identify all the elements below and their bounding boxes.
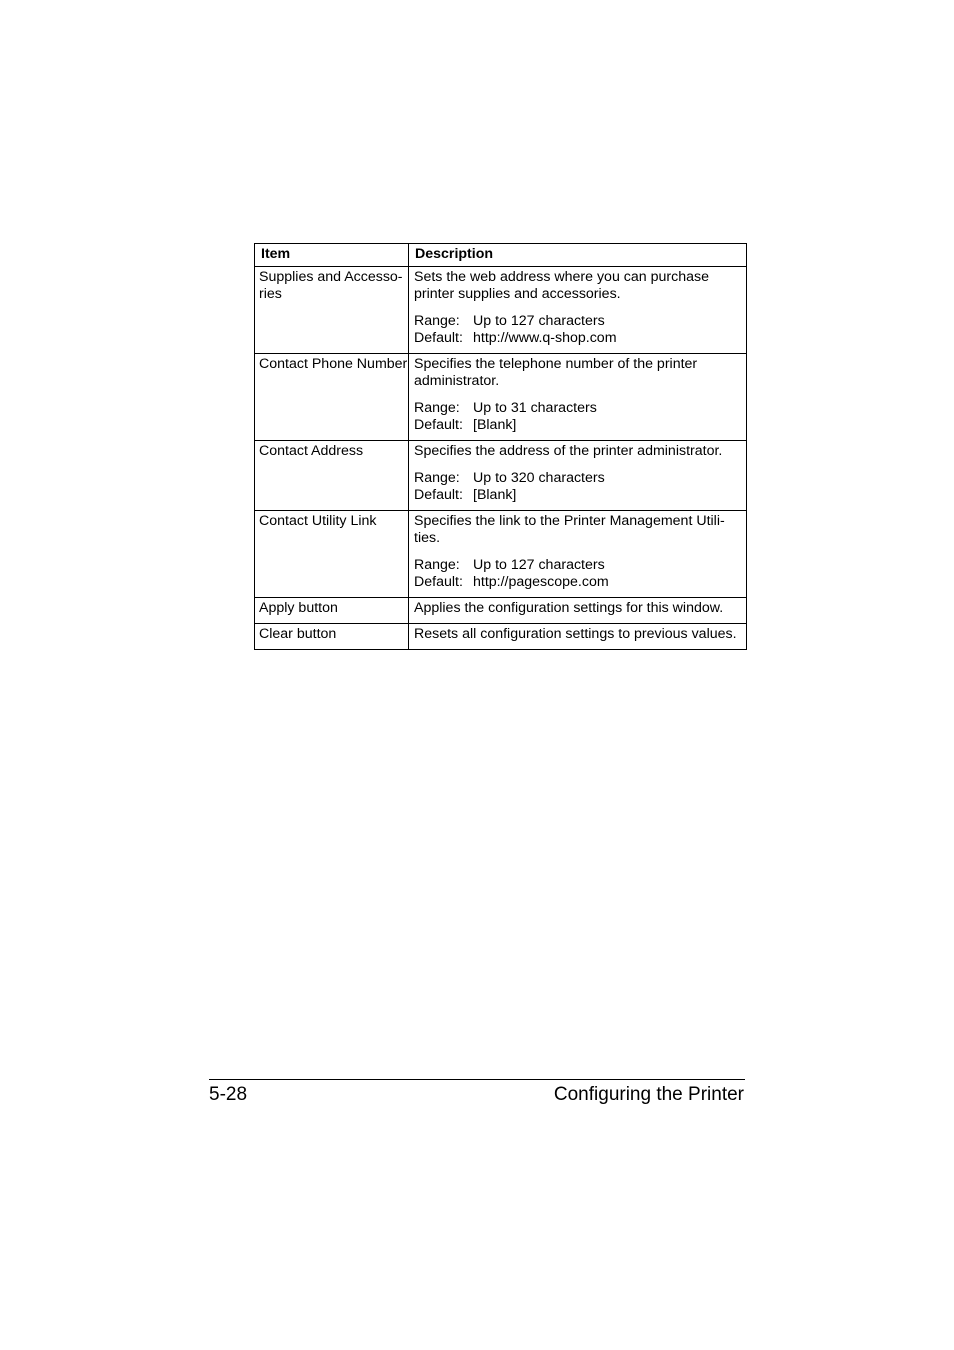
default-value: http://www.q-shop.com bbox=[473, 330, 617, 346]
description-cell bbox=[409, 598, 747, 624]
default-value: [Blank] bbox=[473, 417, 517, 433]
range-default-block bbox=[414, 557, 742, 591]
description-text: Specifies the address of the printer administrator. bbox=[414, 443, 723, 459]
range-value: Up to 127 characters bbox=[473, 557, 605, 573]
description-cell bbox=[409, 511, 747, 598]
description-cell bbox=[409, 624, 747, 650]
item-cell bbox=[255, 267, 409, 354]
default-line bbox=[414, 487, 742, 504]
range-value: Up to 127 characters bbox=[473, 313, 605, 329]
default-label: Default: bbox=[414, 330, 463, 346]
range-default-block bbox=[414, 470, 742, 504]
column-header-item: Item bbox=[255, 244, 409, 267]
description-cell bbox=[409, 354, 747, 441]
range-default-block bbox=[414, 313, 742, 347]
range-value: Up to 31 characters bbox=[473, 400, 597, 416]
description-cell bbox=[409, 441, 747, 511]
description-text: Applies the configuration settings for this window. bbox=[414, 600, 724, 616]
item-label: Contact Phone Number bbox=[259, 356, 408, 372]
settings-table bbox=[254, 243, 747, 650]
item-cell bbox=[255, 598, 409, 624]
range-label: Range: bbox=[414, 557, 460, 573]
table-row bbox=[255, 624, 747, 650]
item-cell bbox=[255, 511, 409, 598]
range-default-block bbox=[414, 400, 742, 434]
description-text: Specifies the telephone number of the printer administrator. bbox=[414, 356, 698, 389]
table-header-row bbox=[255, 244, 747, 267]
description-text: Resets all configuration settings to previous values. bbox=[414, 626, 737, 642]
default-label: Default: bbox=[414, 417, 463, 433]
description-text: Specifies the link to the Printer Management Utili-ties. bbox=[414, 513, 725, 546]
range-value: Up to 320 characters bbox=[473, 470, 605, 486]
default-line bbox=[414, 417, 742, 434]
default-label: Default: bbox=[414, 574, 463, 590]
description-cell bbox=[409, 267, 747, 354]
item-cell bbox=[255, 441, 409, 511]
default-label: Default: bbox=[414, 487, 463, 503]
default-line bbox=[414, 574, 742, 591]
range-label: Range: bbox=[414, 470, 460, 486]
default-line bbox=[414, 330, 742, 347]
table-row bbox=[255, 441, 747, 511]
range-label: Range: bbox=[414, 400, 460, 416]
table-row bbox=[255, 267, 747, 354]
item-label: Supplies and Accesso-ries bbox=[259, 269, 403, 302]
table-row bbox=[255, 598, 747, 624]
table-row bbox=[255, 354, 747, 441]
range-label: Range: bbox=[414, 313, 460, 329]
footer-divider bbox=[209, 1079, 745, 1080]
range-line bbox=[414, 313, 742, 330]
item-label: Apply button bbox=[259, 600, 338, 616]
item-label: Contact Address bbox=[259, 443, 364, 459]
range-line bbox=[414, 400, 742, 417]
default-value: [Blank] bbox=[473, 487, 517, 503]
item-label: Contact Utility Link bbox=[259, 513, 377, 529]
item-label: Clear button bbox=[259, 626, 337, 642]
range-line bbox=[414, 557, 742, 574]
range-line bbox=[414, 470, 742, 487]
description-text: Sets the web address where you can purchase printer supplies and accessories. bbox=[414, 269, 709, 302]
item-cell bbox=[255, 354, 409, 441]
item-cell bbox=[255, 624, 409, 650]
table-row bbox=[255, 511, 747, 598]
chapter-title: Configuring the Printer bbox=[553, 1084, 744, 1105]
column-header-description: Description bbox=[409, 244, 747, 267]
page-number: 5-28 bbox=[209, 1084, 248, 1105]
default-value: http://pagescope.com bbox=[473, 574, 609, 590]
